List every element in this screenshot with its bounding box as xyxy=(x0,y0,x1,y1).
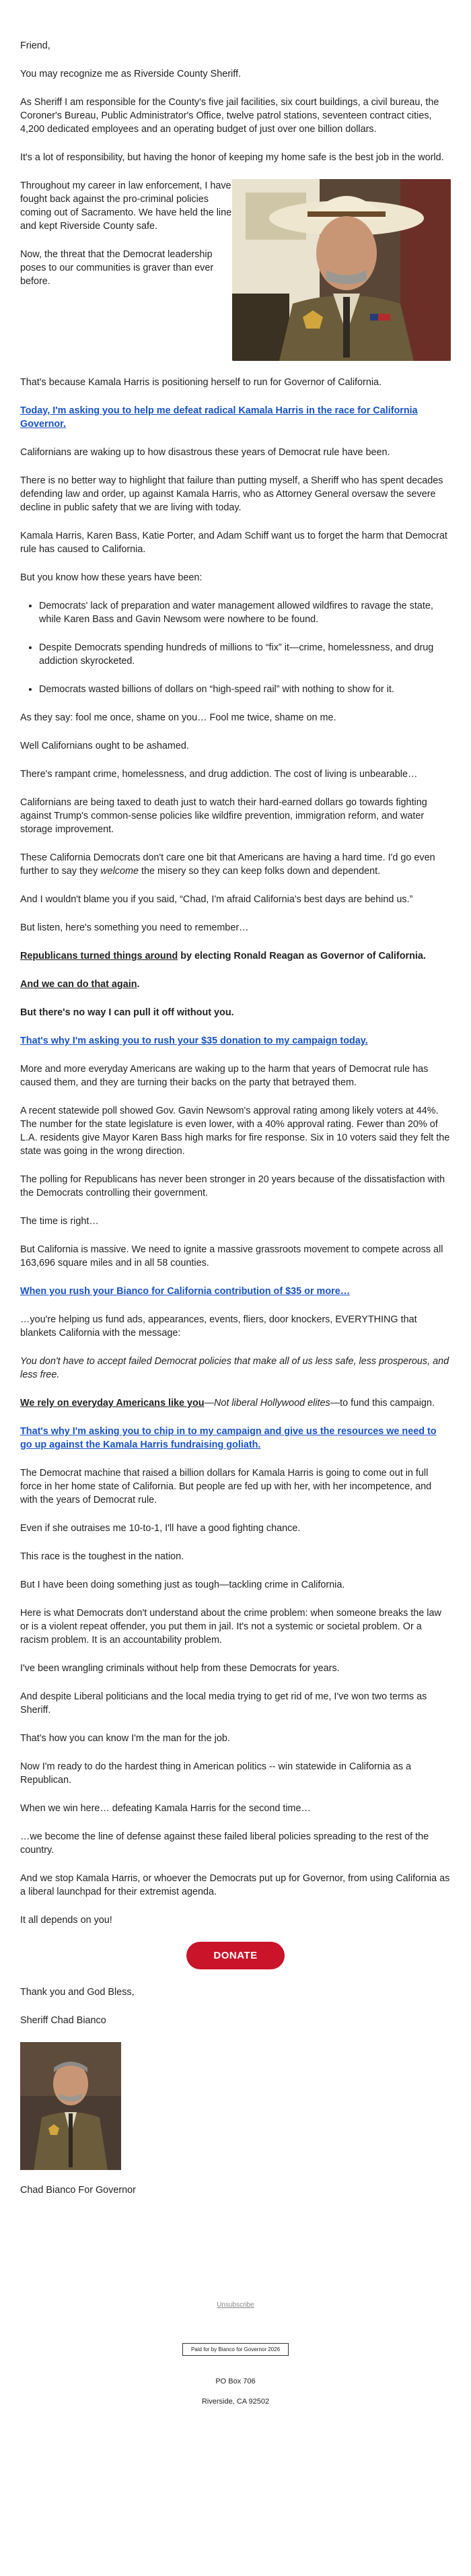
signature-photo-illustration xyxy=(20,2042,121,2170)
closing: Thank you and God Bless, xyxy=(20,1987,135,1998)
paragraph: That's because Kamala Harris is positioning herself to run for Governor of California. xyxy=(20,377,382,388)
sheriff-photo-illustration xyxy=(232,179,451,361)
paid-for-row xyxy=(20,2342,451,2377)
paragraph: But you know how these years have been: xyxy=(20,572,203,583)
paragraph xyxy=(20,949,451,963)
paragraph xyxy=(20,851,451,878)
paragraph-link xyxy=(20,404,451,431)
donate-container xyxy=(20,1942,451,1969)
emphasis: You don't have to accept failed Democrat policies that make all of us less safe, less prosperous, and less free. xyxy=(20,1356,449,1380)
paid-for-disclaimer: Paid for by Bianco for Governor 2026 xyxy=(182,2343,289,2356)
paragraph: More and more everyday Americans are waking up to the harm that years of Democrat rule has caused them, and they are turning their backs on the party that betrayed them. xyxy=(20,1064,429,1088)
sheriff-photo xyxy=(232,179,451,361)
paragraph-link xyxy=(20,1285,451,1298)
paragraph xyxy=(20,1355,451,1382)
signature-name: Sheriff Chad Bianco xyxy=(20,2015,106,2026)
emphasis: —Not liberal Hollywood elites xyxy=(204,1398,330,1409)
text-run: by electing Ronald Reagan as Governor of California. xyxy=(178,951,426,961)
failures-list xyxy=(20,599,451,696)
underlined-text: Republicans turned things around xyxy=(20,951,178,961)
paragraph: Kamala Harris, Karen Bass, Katie Porter, and Adam Schiff want us to forget the harm that Democrat rule has caused to California. xyxy=(20,531,447,555)
paragraph: And I wouldn't blame you if you said, “Chad, I'm afraid California's best days are behind us.” xyxy=(20,894,413,905)
text-run: the misery so they can keep folks down and dependent. xyxy=(138,866,381,877)
paragraph: I've been wrangling criminals without help from these Democrats for years. xyxy=(20,1663,340,1674)
list-item: • Democrats' lack of preparation and water management allowed wildfires to ravage the state, while Karen Bass and Gavin Newsom were nowhere to be found. xyxy=(39,599,451,626)
footer xyxy=(20,2298,451,2406)
paragraph: It's a lot of responsibility, but having the honor of keeping my home safe is the best job in the world. xyxy=(20,152,444,163)
address-line-1: PO Box 706 xyxy=(215,2377,256,2385)
text-run: . xyxy=(137,979,140,990)
list-item: • Democrats wasted billions of dollars on “high-speed rail” with nothing to show for it. xyxy=(39,683,451,696)
paragraph: The polling for Republicans has never been stronger in 20 years because of the dissatisfaction with the Democrats controlling their government. xyxy=(20,1174,445,1198)
paragraph: It all depends on you! xyxy=(20,1915,112,1926)
paragraph: But I have been doing something just as tough—tackling crime in California. xyxy=(20,1580,345,1590)
paragraph: But there's no way I can pull it off without you. xyxy=(20,1007,234,1018)
paragraph: Here is what Democrats don't understand about the crime problem: when someone breaks the law or is a violent repeat offender, you put them in jail. It's not a systemic or societal problem. Or a racism problem. It is an accountability problem. xyxy=(20,1608,441,1646)
signature-org: Chad Bianco For Governor xyxy=(20,2185,136,2196)
paragraph: And we stop Kamala Harris, or whoever the Democrats put up for Governor, from using California as a liberal launchpad for their extremist agenda. xyxy=(20,1873,450,1897)
paragraph: When we win here… defeating Kamala Harris for the second time… xyxy=(20,1803,311,1814)
donate-link-defeat-harris[interactable]: Today, I'm asking you to help me defeat radical Kamala Harris in the race for California Governor. xyxy=(20,405,418,430)
text-run: These California Democrats don't care one bit that Americans are having a hard time. I'd go even further to say they xyxy=(20,852,435,877)
paragraph: That's how you can know I'm the man for the job. xyxy=(20,1733,230,1744)
paragraph: …you're helping us fund ads, appearances, events, fliers, door knockers, EVERYTHING that blankets California with the message: xyxy=(20,1314,417,1338)
paragraph: But California is massive. We need to ignite a massive grassroots movement to compete across all 163,696 square miles and in all 58 counties. xyxy=(20,1244,443,1268)
paragraph xyxy=(20,1396,451,1410)
paragraph: The time is right… xyxy=(20,1216,99,1227)
paragraph: Even if she outraises me 10-to-1, I'll have a good fighting chance. xyxy=(20,1523,301,1534)
paragraph: …we become the line of defense against these failed liberal policies spreading to the rest of the country. xyxy=(20,1831,429,1856)
paragraph: As they say: fool me once, shame on you… Fool me twice, shame on me. xyxy=(20,712,336,723)
intro-with-photo xyxy=(20,179,451,361)
emphasis: welcome xyxy=(100,866,139,877)
paragraph: This race is the toughest in the nation. xyxy=(20,1551,184,1562)
paragraph: Throughout my career in law enforcement, I have fought back against the pro-criminal policies coming out of Sacramento. We have held the line and kept Riverside County safe. xyxy=(20,180,232,232)
paragraph: Californians are waking up to how disastrous these years of Democrat rule have been. xyxy=(20,447,390,458)
paragraph: And despite Liberal politicians and the local media trying to get rid of me, I've won two terms as Sheriff. xyxy=(20,1691,427,1716)
paragraph: Now I'm ready to do the hardest thing in American politics -- win statewide in California as a Republican. xyxy=(20,1761,412,1786)
paragraph: A recent statewide poll showed Gov. Gavin Newsom's approval rating among likely voters at 44%. The number for the state legislature is even lower, with a 40% approval rating. Fewer than 20% of L.A. residents give Mayor Karen Bass high marks for fire response. Six in 10 voters said they felt the state was going in the wrong direction. xyxy=(20,1106,450,1157)
donate-link-35[interactable]: That's why I'm asking you to rush your $35 donation to my campaign today. xyxy=(20,1036,368,1046)
paragraph: There is no better way to highlight that failure than putting myself, a Sheriff who has spent decades defending law and order, up against Kamala Harris, who as Attorney General oversaw the severe decline in public safety that we are living with today. xyxy=(20,475,443,513)
donate-link-chip-in[interactable]: That's why I'm asking you to chip in to my campaign and give us the resources we need to go up against the Kamala Harris fundraising goliath. xyxy=(20,1426,437,1450)
signature-photo xyxy=(20,2042,121,2170)
donate-button[interactable]: DONATE xyxy=(186,1942,284,1969)
text-run: —to fund this campaign. xyxy=(330,1398,435,1409)
unsubscribe-link[interactable]: Unsubscribe xyxy=(217,2301,254,2309)
email-body xyxy=(20,0,451,2406)
paragraph: You may recognize me as Riverside County Sheriff. xyxy=(20,69,241,79)
list-item: • Despite Democrats spending hundreds of millions to “fix” it—crime, homelessness, and drug addiction skyrocketed. xyxy=(39,641,451,668)
underlined-text: We rely on everyday Americans like you xyxy=(20,1398,205,1409)
address-line-2: Riverside, CA 92502 xyxy=(201,2398,270,2406)
paragraph xyxy=(20,978,451,991)
paragraph: But listen, here's something you need to remember… xyxy=(20,922,249,933)
underlined-text: And we can do that again xyxy=(20,979,137,990)
paragraph: Now, the threat that the Democrat leadership poses to our communities is graver than ever before. xyxy=(20,249,214,287)
paragraph: As Sheriff I am responsible for the County's five jail facilities, six court buildings, a civil bureau, the Coroner's Bureau, Public Administrator's Office, twelve patrol stations, seventeen contract cities, 4,200 dedicated employees and an operating budget of just over one billion dollars. xyxy=(20,97,439,135)
paragraph: There's rampant crime, homelessness, and drug addiction. The cost of living is unbearable… xyxy=(20,769,418,780)
paragraph-link xyxy=(20,1425,451,1452)
paragraph: Well Californians ought to be ashamed. xyxy=(20,741,189,751)
paragraph: Californians are being taxed to death just to watch their hard-earned dollars go towards fighting against Trump's common-sense policies like wildfire prevention, immigration reform, and water storage improvement. xyxy=(20,797,427,835)
intro-text xyxy=(20,179,232,288)
donate-link-contribution[interactable]: When you rush your Bianco for California contribution of $35 or more… xyxy=(20,1286,351,1297)
paragraph: The Democrat machine that raised a billion dollars for Kamala Harris is going to come out in full force in her home state of California. But people are fed up with her, with her incompetence, and with the years of Democrat rule. xyxy=(20,1468,432,1505)
paragraph-link xyxy=(20,1034,451,1048)
greeting: Friend, xyxy=(20,40,50,51)
